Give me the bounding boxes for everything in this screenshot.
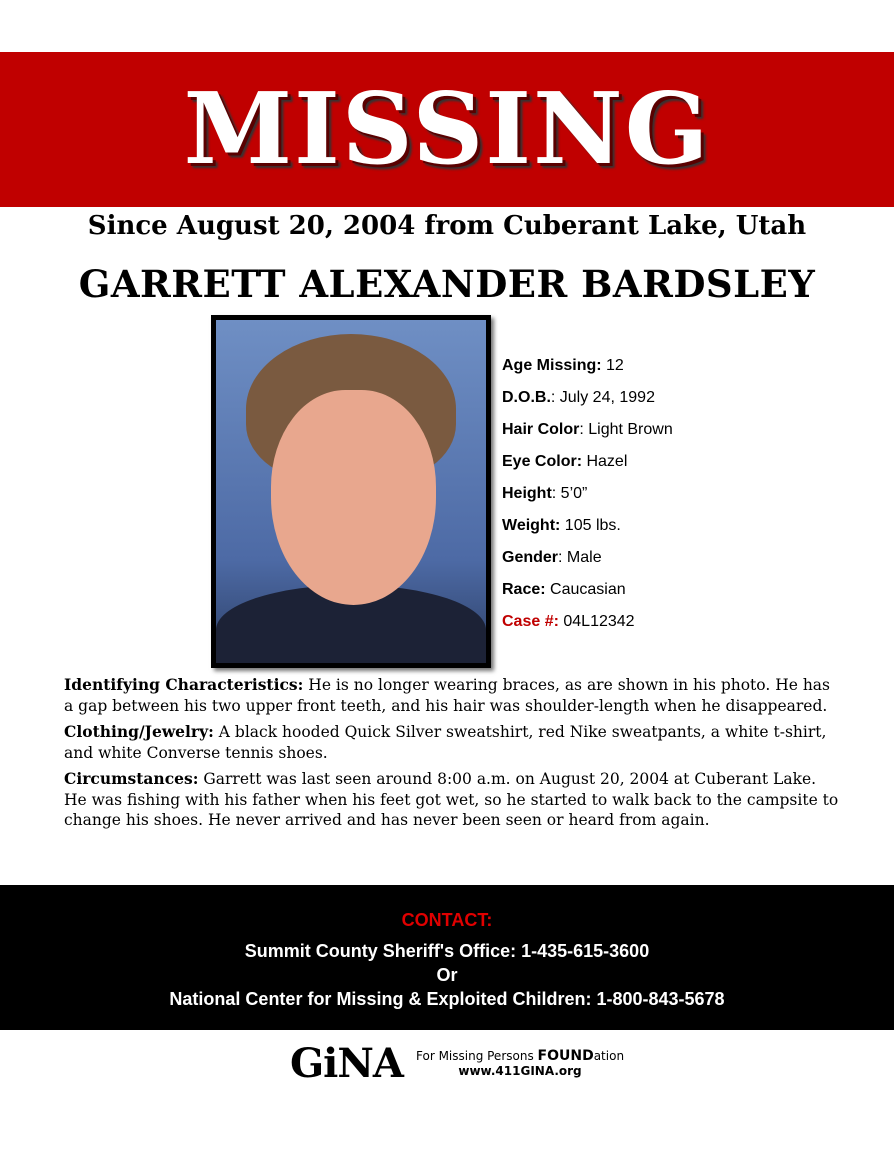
contact-or: Or [436,965,458,985]
missing-banner [0,52,894,207]
fact-age: Age Missing: 12 [502,357,624,374]
facts-list [502,354,673,642]
fact-hair: Hair Color: Light Brown [502,421,673,438]
fact-weight: Weight: 105 lbs. [502,517,621,534]
gina-url[interactable]: www.411GINA.org [458,1064,582,1078]
clothing-jewelry: Clothing/Jewelry: A black hooded Quick Silver sweatshirt, red Nike sweatpants, a white t-shirt, and white Converse tennis shoes. [64,722,827,762]
fact-dob: D.O.B.: July 24, 1992 [502,389,655,406]
details [64,675,839,837]
gina-logo-text: GiNA [290,1040,403,1087]
fact-gender: Gender: Male [502,549,602,566]
fact-race: Race: Caucasian [502,581,626,598]
gina-logo [290,1040,630,1090]
contact-section [0,885,894,1030]
fact-case: Case #: 04L12342 [502,613,635,630]
contact-label: CONTACT: [401,910,493,930]
contact-sheriff: Summit County Sheriff's Office: 1-435-615-3600 [244,941,650,961]
contact-ncmec: National Center for Missing & Exploited Children: 1-800-843-5678 [169,989,725,1009]
circumstances: Circumstances: Garrett was last seen around 8:00 a.m. on August 20, 2004 at Cuberant Lake. He was fishing with his father when his feet got wet, so he started to walk back to the campsite to change his shoes. He never arrived and has never been seen or heard from again. [64,769,839,829]
person-photo [211,315,491,668]
fact-eye: Eye Color: Hazel [502,453,628,470]
gina-tagline: For Missing Persons FOUNDation www.411GINA.org [416,1048,625,1078]
person-name: GARRETT ALEXANDER BARDSLEY [78,262,816,306]
identifying-characteristics: Identifying Characteristics: He is no longer wearing braces, as are shown in his photo. He has a gap between his two upper front teeth, and his hair was shoulder-length when he disappeared. [64,675,830,715]
missing-since: Since August 20, 2004 from Cuberant Lake, Utah [87,211,807,241]
fact-height: Height: 5’0” [502,485,588,502]
missing-title: MISSING [183,72,711,187]
